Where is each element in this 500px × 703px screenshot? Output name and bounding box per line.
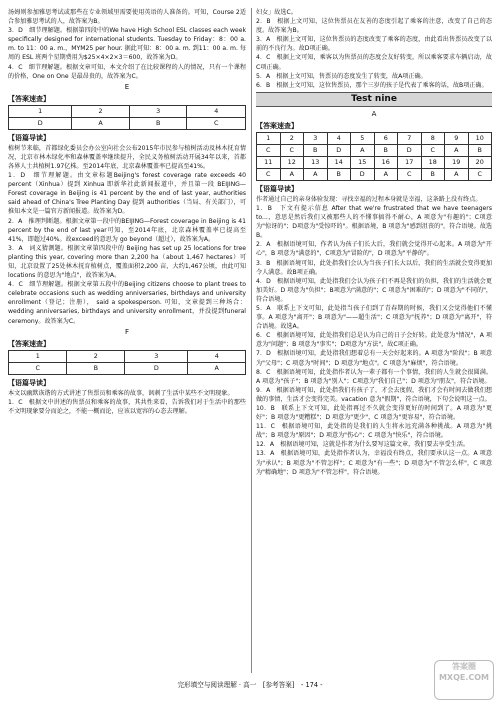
answer-cell: C (398, 168, 422, 180)
answer-explanation: 汤姆则参加雅思考试或那些在专业领域里需要使用英语的人准备的。可知，Course 2适合参加雅思考试的人，故答案为B。 (8, 9, 246, 26)
answer-cell: 4 (327, 132, 351, 144)
answer-cell: B (129, 117, 187, 129)
answer-explanation: 4．C 细节理解题。根据文章可知，本文介绍了在比较课程的人的情况，只有一个课程的价格，One on One 是最昂贵的，故答案为C。 (8, 63, 246, 80)
answer-explanation: 3．A 根据上文可知，这位售票员的态度改变了乘客的态度，由此看出售票员改变了以前的不良行为。故D项正确。 (256, 36, 492, 53)
answer-cell: 3 (304, 132, 328, 144)
answer-cell: D (327, 144, 351, 156)
answer-cell: 11 (257, 156, 281, 168)
answer-cell: A (351, 144, 375, 156)
answer-cell: C (257, 144, 281, 156)
answer-explanation: 11．C 根据语境可知，此处指的是我们的人生将永远充满各种挑战。A 项意为"挑战"；B 项意为"原因"；D 项意为"伤心"；C 项意为"快乐"，符合语境。 (256, 423, 492, 440)
left-column (8, 8, 246, 416)
column-divider (251, 8, 252, 673)
answer-explanation: 9．A 根据语境可知，此处指我们有孩子了，才会去度假，我们才会有时间去做我们想做的事情，生活才会变得完美。vacation 意为"假期"，符合语境，下句会说明这一点。 (256, 386, 492, 403)
answer-cell: B (421, 168, 445, 180)
answer-cell: B (327, 168, 351, 180)
answer-cell: 17 (398, 156, 422, 168)
answer-explanation: 1．B 下文有提示信息 After that we're frustrated that we have teenagers to...，意思是然后我们又被那些人的不懂事搞得不耐心，A 项意为"有趣的"；C项意为"惊讶的"；D项意为"受惊吓的"。根据语境，B 项意为"感到沮丧的"，符合语境。故选B。 (256, 204, 492, 240)
reading-guide-title: 【语篇导读】 (256, 184, 298, 193)
answer-explanation: 12．A 根据语境可知，这就是作者为什么要写这篇文章，我们要去享受生活。 (256, 441, 470, 449)
answer-explanation: 妇女」故选C。 (256, 9, 297, 16)
answer-cell: A (445, 168, 469, 180)
answer-explanation: 4．C 根据上文可知，乘客以为售票员的态度会友好转变，所以乘客要求车辆启动，故C项正确。 (256, 54, 492, 71)
page-footer: 完形填空与阅读理解 · 高一 [参考答案] - 174 - (177, 681, 323, 689)
right-column (256, 8, 492, 477)
answer-cell: B (304, 144, 328, 156)
answer-cell: A (280, 168, 304, 180)
reading-guide-title: 【语篇导读】 (8, 133, 50, 142)
answer-key-title: 【答案速查】 (256, 121, 298, 130)
answer-cell: 2 (72, 105, 129, 117)
answer-table (8, 105, 246, 130)
answer-explanation: 5．A 联系上下文可知，此处指当孩子们到了青春期的时候，我们又会觉得他们不懂事。A 项意为"离开"；B 项意为"——超生活"；C 项意为"抚养"；D 项意为"离开"，符合语境。故选A。 (256, 304, 492, 331)
answer-explanation: 6．C 根据语境可知，此处指我们总是认为自己的日子会好转。此处意为"情况"，A 项意为"问题"；B 项意为"事实"；D项意为"方法"，故C项正确。 (256, 332, 492, 349)
answer-table (8, 350, 246, 375)
answer-cell: 8 (421, 132, 445, 144)
watermark-logo: 答案圈 MXQE.COM (434, 660, 494, 700)
answer-cell: A (72, 117, 129, 129)
reading-guide: 植树节来临，首都绿化委员会办公室向社会公布2015年市民参与植树活动及林木抚育情况，北京市林木绿化率和森林覆盖率继续提升，全民义务植树活动开展34年以来，首都各界人士共植树1.97亿株。至2014年底，北京森林覆盖率已提高至41%。 (8, 144, 246, 170)
section-heading: E (124, 82, 130, 91)
answer-cell: 3 (125, 350, 188, 362)
answer-key-title: 【答案速查】 (8, 94, 50, 103)
answer-key-title: 【答案速查】 (8, 339, 50, 348)
answer-cell: 1 (9, 350, 67, 362)
answer-table (256, 132, 492, 181)
answer-cell: 3 (129, 105, 187, 117)
answer-explanation: 8．C 根据语境可知，此处指作者认为一辈子都有一个事情，我们的人生就会很圆满。A 项意为"孩子"；B 项意为"别人"；C项意为"我们自己"；D 项意为"朋友"，符合语境。 (256, 368, 492, 385)
answer-cell: D (398, 144, 422, 156)
answer-cell: 19 (445, 156, 469, 168)
answer-row (9, 117, 246, 129)
section-heading: F (124, 327, 130, 336)
answer-cell: 1 (257, 132, 281, 144)
answer-cell: 2 (280, 132, 304, 144)
answer-cell: 20 (468, 156, 492, 168)
answer-cell: 9 (445, 132, 469, 144)
answer-explanation: 4．C 细节理解题。根据文章第五段中的Beijing citizens choose to plant trees to celebrate occasions such as wedding anniversaries, birthdays and university enrollment（登记；注册）， said a spokesperson. 可知，文章提到三种场合：wedding anniversaries, birthdays and university enrollment，并没提到funeral ceremony。故答案为C。 (8, 281, 246, 325)
answer-explanation: 3．D 细节理解题。根据第四段中的We have High School ESL classes each week specifically designed for international students. Tuesday to Friday：8：00 a. m. to 11：00 a. m.，MYM25 per hour. 据此可知：8：00 a. m. 到11：00 a. m. 每周的 ESL 班两个星期费用为$25×4×2×3＝600，故答案为D。 (8, 27, 246, 62)
answer-explanation: 3．B 根据语境可知，此处指我们会认为当孩子们长大以后，我们的生活就会变得更加令人满意。故B项正确。 (256, 259, 492, 276)
answer-explanation: 7．D 根据语境可知，此处指我们想着总有一天会好起来的。A 项意为"阶段"；B 项意为"父母"；C 项意为"时间"；D 项意为"地点"。C 项意为"麻烦"，符合语境。 (256, 350, 492, 367)
answer-cell: 18 (421, 156, 445, 168)
section-heading: A (371, 109, 377, 118)
answer-row (9, 105, 246, 117)
answer-explanation: 5．A 根据上文可知，售票员的态度发生了转变，故A项正确。 (256, 72, 427, 80)
answer-cell: 6 (374, 132, 398, 144)
answer-cell: 7 (398, 132, 422, 144)
answer-cell: A (445, 144, 469, 156)
answer-cell: C (257, 168, 281, 180)
answer-row (257, 132, 492, 144)
answer-explanation: 4．D 根据语境可知，此处指我们会认为孩子们不再是我们的负担，我们的生活就会更加美好。D 项意为"负担"；B项意为"满意的"；C 项意为"困难的"；D 项意为"不同的"，符合语境。 (256, 277, 492, 303)
reading-guide-title: 【语篇导读】 (8, 378, 50, 387)
answer-cell: 4 (187, 105, 246, 117)
answer-cell: D (351, 168, 375, 180)
answer-cell: 16 (374, 156, 398, 168)
answer-explanation: 2．A 推理判断题。根据文章第一段中的BEIJING—Forest coverage in Beijing is 41 percent by the end of last year可知，至2014年底，北京森林覆盖率已提高至41%，即超过40%。故exceed的意思为 go beyond（超过），故答案为A。 (8, 217, 246, 243)
answer-cell: C (468, 168, 492, 180)
answer-cell: A (188, 362, 246, 374)
answer-explanation: 3．A 词义猜测题。根据文章第四段中的 Beijing has set up 25 locations for tree planting this year, covering more than 2,200 ha（about 1,467 hectares）可知，北京设置了25处林木抚育植树点，覆盖面积2,200 亩，大约1,467公顷，由此可知locations 的意思为"地点"，故答案为A。 (8, 244, 246, 280)
answer-row (257, 144, 492, 156)
answer-cell: C (9, 362, 67, 374)
answer-cell: 2 (67, 350, 125, 362)
answer-cell: A (304, 168, 328, 180)
answer-cell: C (421, 144, 445, 156)
answer-row (257, 156, 492, 168)
answer-cell: 4 (188, 350, 246, 362)
answer-cell: 5 (351, 132, 375, 144)
test-banner: Test nine (256, 92, 492, 107)
answer-cell: C (187, 117, 246, 129)
answer-cell: 13 (304, 156, 328, 168)
answer-explanation: 6．B 根据上文可知，这位售票员，那个三岁的孩子是代表了乘客的话，故B项正确。 (256, 81, 488, 89)
answer-row (9, 362, 246, 374)
answer-cell: D (125, 362, 188, 374)
answer-explanation: 2．B 根据上文可知，这位售票员在友善的态度引起了乘客的注意，改变了自己的态度。故答案为B。 (256, 18, 492, 35)
answer-cell: A (374, 168, 398, 180)
answer-cell: B (67, 362, 125, 374)
answer-cell: B (374, 144, 398, 156)
reading-guide: 本文以幽默诙谐的方式讲述了售票员和乘客的故事，讽刺了生活中某些不文明现象。 (8, 389, 234, 397)
answer-explanation: 1．C 根据文中讲述的售票员和乘客的故事，其共性来看，告诉我们对于生活中的那些不文明现象要分而论之，不能一概而论，应该以宽容的心态去理解。 (8, 398, 246, 415)
answer-explanation: 10．B 联系上下文可知，此处指再过不久就会变得更好的时间到了。A 项意为"更好"；B 项意为"更糟糕"；D 项意为"更少"，C 项意为"更容易"，符合语境。 (256, 405, 492, 422)
answer-cell: D (9, 117, 72, 129)
answer-cell: C (280, 144, 304, 156)
answer-cell: 12 (280, 156, 304, 168)
answer-cell: 10 (468, 132, 492, 144)
answer-row (257, 168, 492, 180)
answer-row (9, 350, 246, 362)
answer-explanation: 1．D 细节理解题。由文章标题Beijing's forest coverage rate exceeds 40 percent（Xinhua）提到 Xinhua 即新华社此新闻报道中，并且第一段 BEIJING—Forest coverage in Beijing is 41 percent by the end of last year, authorities said ahead of China's Tree Planting Day 提到 authorities（当局、有关部门），可推知本文是一篇官方新闻报道。故答案为D。 (8, 172, 246, 216)
answer-cell: B (468, 144, 492, 156)
answer-cell: 15 (351, 156, 375, 168)
answer-cell: 1 (9, 105, 72, 117)
answer-explanation: 13．A 根据语境可知，此处指作者认为，幸福没有终点，我们要承认这一点。A 项意为"承认"；B 项意为"不管怎样"；C 项意为"有一些"；D 项意为"不管怎么样"，C 项意为"精确地"；D 项意为"不管怎样"，符合语境。 (256, 450, 492, 476)
answer-explanation: 2．A 根据语境可知，作者认为孩子们长大后，我们就会觉得开心起来。A 项意为"开心"，B 项意为"满意的"，C项意为"冒险的"，D 项意为"平静的"。 (256, 241, 492, 258)
reading-guide: 作者通过自己的亲身体验发现：寻找幸福的过程本身就是幸福，这条路上没有终点。 (256, 195, 482, 203)
answer-cell: 14 (327, 156, 351, 168)
